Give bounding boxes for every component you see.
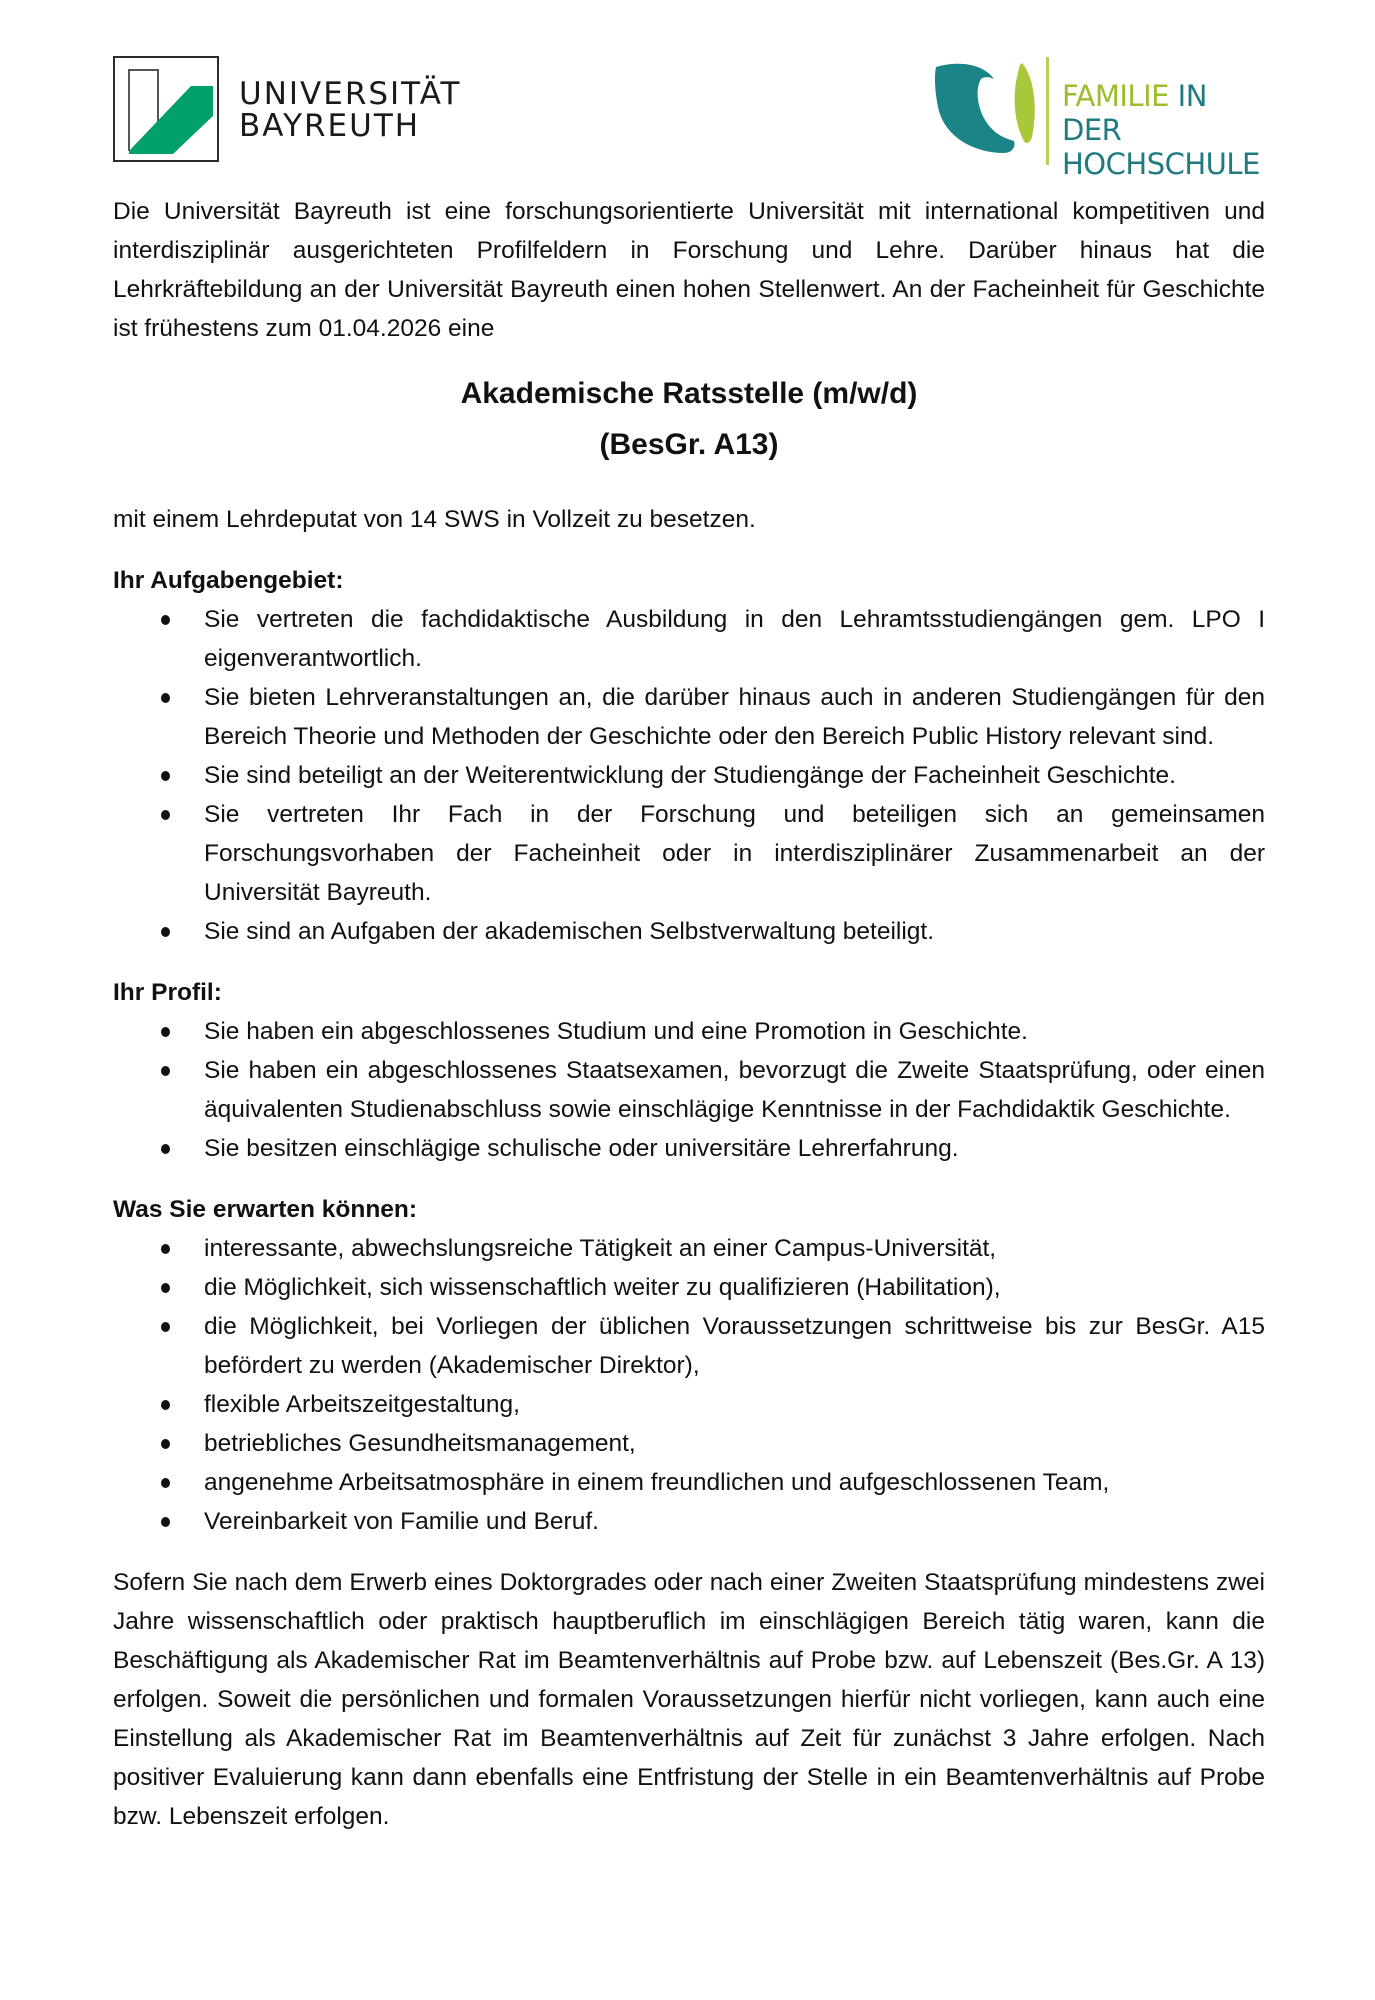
university-logo-text bbox=[239, 78, 461, 142]
list-item: Sie vertreten Ihr Fach in der Forschung und beteiligen sich an gemeinsamen Forschungsvorhaben der Facheinheit oder in interdisziplinärer Zusammenarbeit an der Universität Bayreuth. bbox=[113, 795, 1265, 912]
list-item: Vereinbarkeit von Familie und Beruf. bbox=[113, 1502, 1265, 1541]
position-title-line1: Akademische Ratsstelle (m/w/d) bbox=[460, 377, 918, 410]
bullet-icon bbox=[161, 615, 170, 625]
section-heading-benefits: Was Sie erwarten können: bbox=[113, 1196, 418, 1223]
bullet-icon bbox=[161, 1478, 170, 1488]
familie-logo-divider bbox=[1046, 57, 1049, 165]
university-logo-line1: UNIVERSITÄT bbox=[239, 76, 462, 112]
list-item: Sie haben ein abgeschlossenes Staatsexamen, bevorzugt die Zweite Staatsprüfung, oder einen äquivalenten Studienabschluss sowie einschlägige Kenntnisse in der Fachdidaktik Geschichte. bbox=[113, 1051, 1265, 1129]
bullet-icon bbox=[161, 810, 170, 820]
bullet-icon bbox=[161, 1244, 170, 1254]
bullet-icon bbox=[161, 1400, 170, 1410]
benefits-list bbox=[113, 1229, 1265, 1541]
document-header bbox=[0, 0, 1375, 180]
university-bayreuth-logo bbox=[113, 56, 573, 164]
familie-logo-line2: HOCHSCHULE bbox=[1062, 147, 1260, 181]
list-item: angenehme Arbeitsatmosphäre in einem freundlichen und aufgeschlossenen Team, bbox=[113, 1463, 1265, 1502]
familie-logo-text bbox=[1062, 79, 1274, 181]
section-heading-profile: Ihr Profil: bbox=[113, 979, 222, 1006]
list-item: Sie haben ein abgeschlossenes Studium und eine Promotion in Geschichte. bbox=[113, 1012, 1265, 1051]
list-item: Sie bieten Lehrveranstaltungen an, die darüber hinaus auch in anderen Studiengängen für den Bereich Theorie und Methoden der Geschichte oder den Bereich Public History relevant sind. bbox=[113, 678, 1265, 756]
familie-in-der-hochschule-logo bbox=[934, 57, 1274, 181]
list-item: Sie besitzen einschlägige schulische oder universitäre Lehrerfahrung. bbox=[113, 1129, 1265, 1168]
list-item: Sie sind an Aufgaben der akademischen Selbstverwaltung beteiligt. bbox=[113, 912, 1265, 951]
bullet-icon bbox=[161, 1439, 170, 1449]
closing-paragraph: Sofern Sie nach dem Erwerb eines Doktorgrades oder nach einer Zweiten Staatsprüfung mindestens zwei Jahre wissenschaftlich oder praktisch hauptberuflich im einschlägigen Bereich tätig waren, kann die Beschäftigung als Akademischer Rat im Beamtenverhältnis auf Probe bzw. auf Lebenszeit (Bes.Gr. A 13) erfolgen. Soweit die persönlichen und formalen Voraussetzungen hierfür nicht vorliegen, kann auch eine Einstellung als Akademischer Rat im Beamtenverhältnis auf Zeit für zunächst 3 Jahre erfolgen. Nach positiver Evaluierung kann dann ebenfalls eine Entfristung der Stelle in ein Beamtenverhältnis auf Probe bzw. Lebenszeit erfolgen. bbox=[113, 1569, 1265, 1830]
bullet-icon bbox=[161, 1517, 170, 1527]
list-item: die Möglichkeit, sich wissenschaftlich weiter zu qualifizieren (Habilitation), bbox=[113, 1268, 1265, 1307]
tasks-list bbox=[113, 600, 1265, 951]
bullet-icon bbox=[161, 1066, 170, 1076]
list-item: flexible Arbeitszeitgestaltung, bbox=[113, 1385, 1265, 1424]
familie-logo-line1: FAMILIE IN DER bbox=[1062, 79, 1207, 147]
university-logo-line2: BAYREUTH bbox=[239, 108, 421, 144]
bullet-icon bbox=[161, 927, 170, 937]
bullet-icon bbox=[161, 693, 170, 703]
position-title bbox=[113, 368, 1265, 470]
bullet-icon bbox=[161, 1027, 170, 1037]
list-item: Sie sind beteiligt an der Weiterentwicklung der Studiengänge der Facheinheit Geschichte. bbox=[113, 756, 1265, 795]
job-posting-body bbox=[113, 192, 1265, 1836]
list-item: die Möglichkeit, bei Vorliegen der üblichen Voraussetzungen schrittweise bis zur BesGr. A15 befördert zu werden (Akademischer Direktor), bbox=[113, 1307, 1265, 1385]
bullet-icon bbox=[161, 771, 170, 781]
position-title-line2: (BesGr. A13) bbox=[599, 428, 779, 461]
section-heading-tasks: Ihr Aufgabengebiet: bbox=[113, 567, 344, 594]
list-item: betriebliches Gesundheitsmanagement, bbox=[113, 1424, 1265, 1463]
familie-logo-mark-icon bbox=[934, 57, 1046, 165]
university-logo-mark-icon bbox=[113, 56, 219, 162]
teaching-load-sentence: mit einem Lehrdeputat von 14 SWS in Vollzeit zu besetzen. bbox=[113, 506, 756, 533]
bullet-icon bbox=[161, 1283, 170, 1293]
bullet-icon bbox=[161, 1322, 170, 1332]
list-item: interessante, abwechslungsreiche Tätigkeit an einer Campus-Universität, bbox=[113, 1229, 1265, 1268]
profile-list bbox=[113, 1012, 1265, 1168]
bullet-icon bbox=[161, 1144, 170, 1154]
list-item: Sie vertreten die fachdidaktische Ausbildung in den Lehramtsstudiengängen gem. LPO I eigenverantwortlich. bbox=[113, 600, 1265, 678]
intro-paragraph: Die Universität Bayreuth ist eine forschungsorientierte Universität mit international kompetitiven und interdisziplinär ausgerichteten Profilfeldern in Forschung und Lehre. Darüber hinaus hat die Lehrkräftebildung an der Universität Bayreuth einen hohen Stellenwert. An der Facheinheit für Geschichte ist frühestens zum 01.04.2026 eine bbox=[113, 198, 1265, 342]
